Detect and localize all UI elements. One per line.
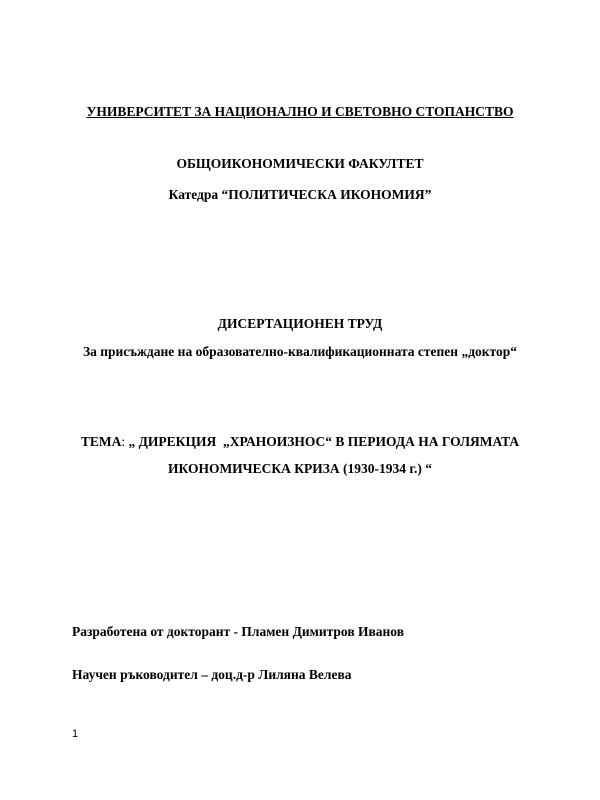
university-name: УНИВЕРСИТЕТ ЗА НАЦИОНАЛНО И СВЕТОВНО СТОПАНСТВО bbox=[86, 104, 514, 119]
topic-line-2: ИКОНОМИЧЕСКА КРИЗА (1930-1934 г.) “ bbox=[167, 461, 433, 476]
degree-purpose: За присъждане на образователно-квалификационната степен „доктор“ bbox=[82, 344, 518, 359]
page-number: 1 bbox=[72, 728, 79, 740]
supervisor-line: Научен ръководител – доц.д-р Лиляна Велева bbox=[72, 667, 352, 682]
topic-colon: : bbox=[121, 434, 126, 449]
developer-line: Разработена от докторант - Пламен Димитров Иванов bbox=[72, 624, 405, 639]
faculty-name: ОБЩОИКОНОМИЧЕСКИ ФАКУЛТЕТ bbox=[176, 156, 424, 171]
topic-line-1 bbox=[0, 433, 600, 451]
work-type: ДИСЕРТАЦИОНЕН ТРУД bbox=[217, 316, 383, 331]
topic-title-part-1: „ ДИРЕКЦИЯ „ХРАНОИЗНОС“ В ПЕРИОДА НА ГОЛЯМАТА bbox=[125, 434, 520, 449]
department-name: Катедра “ПОЛИТИЧЕСКА ИКОНОМИЯ” bbox=[168, 187, 432, 202]
topic-label: ТЕМА bbox=[80, 434, 122, 449]
